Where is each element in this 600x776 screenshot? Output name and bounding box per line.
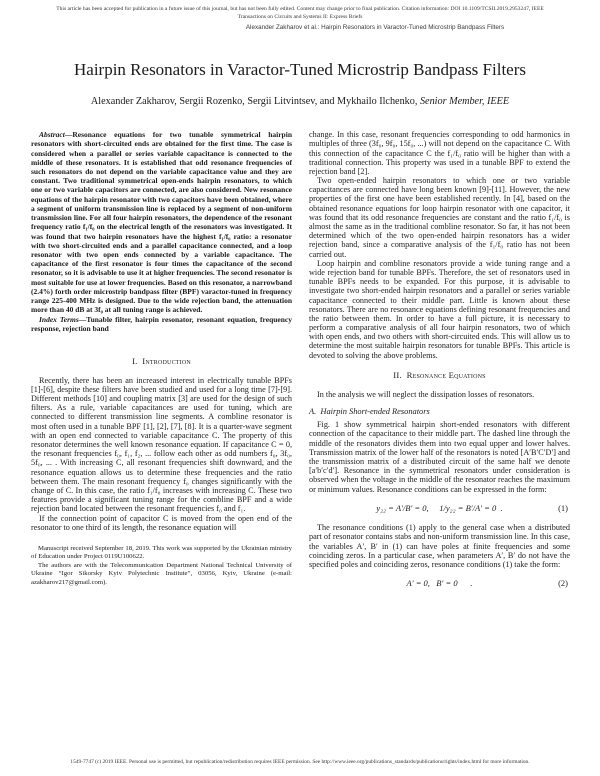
- intro-paragraph-2: If the connection point of capacitor C is moved from the open end of the resonator to one third of its length, the resonance equation will: [31, 513, 292, 532]
- equation-1-body: y₂₂ = A′/B′ = 0, 1/y₂₂ = B′/A′ = 0 .: [376, 502, 503, 513]
- footnote-manuscript: Manuscript received September 18, 2019. This work was supported by the Ukrainian ministry of Education under Project 0119U100622.: [31, 544, 292, 561]
- paragraph-open-ended-resonators: Two open-ended hairpin resonators to which one or two variable capacitances are connected have long been known [9]-[11]. However, the new properties of the first one have been established recently. In [4], based on the obtained resonance equations for loop hairpin resonator with one capacitor, it was found that its odd resonance frequencies are constant and the ratio f₁/f₀ is almost the same as in the traditional combline resonator. So far, it has not been determined which of the two open-ended hairpin resonators has a wider rejection band, since a comparative analysis of the f₁/f₀ ratio has not been carried out.: [309, 176, 570, 259]
- paper-title: Hairpin Resonators in Varactor-Tuned Microstrip Bandpass Filters: [74, 59, 526, 79]
- paragraph-resonance-conditions: The resonance conditions (1) apply to the general case when a distributed part of resonator contains stabs and non-uniform transmission line. In this case, the variables A′, B′ in (1) can have poles at finite frequencies and some coinciding zeros. In a particular case, when parameters A′, B′ do not have the specified poles and coinciding zeros, resonance conditions (1) take the form:: [309, 523, 570, 569]
- paragraph-loop-hairpin: Loop hairpin and combline resonators provide a wide tuning range and a wide rejection band for tunable BPFs. Therefore, the set of resonators used in tunable BPFs needs to be expanded. For this purpose, it is advisable to investigate two short-ended hairpin resonators and a parallel or series variable capacitance connected to their middle part. Little is known about these resonators. There are no resonance equations defining resonant frequencies and the ratio between them. In order to have a full picture, it is necessary to perform a comparative analysis of all four hairpin resonators, two of which with open ends, and two others with short-circuited ends. This will allow us to determine the most suitable hairpin resonators for tunable BPFs. This article is devoted to solving the above problems.: [309, 258, 570, 360]
- acceptance-notice: [0, 0, 600, 22]
- copyright-footer: 1549-7747 (c) 2019 IEEE. Personal use is permitted, but republication/redistribution requires IEEE permission. See http://www.ieee.org/publications_standards/publications/rights/index.html for more information.: [70, 759, 530, 765]
- index-terms-label: Index Terms: [39, 314, 79, 324]
- abstract-paragraph: [31, 130, 292, 314]
- equation-1: [309, 504, 570, 514]
- equation-2-number: (2): [558, 578, 568, 589]
- notice-line-2: Transactions on Circuits and Systems II: Express Briefs: [237, 14, 363, 21]
- right-column: [309, 130, 570, 598]
- footnote-affiliation: The authors are with the Telecommunication Department National Technical University of Ukraine “Igor Sikorsky Kyiv Polytechnic Institute”, 03056, Kyiv, Ukraine (e-mail: azakharov217@gmail.com).: [31, 561, 292, 586]
- section-heading-resonance-equations: II. Resonance Equations: [393, 369, 486, 380]
- equation-2-body: A′ = 0, B′ = 0 .: [406, 578, 473, 589]
- section-heading-introduction: I. Introduction: [132, 355, 191, 366]
- equation-1-number: (1): [558, 502, 568, 513]
- author-footnote: [31, 545, 292, 588]
- index-terms-text: —Tunable filter, hairpin resonator, resonant equation, frequency response, rejection band: [31, 314, 293, 333]
- left-column: [31, 130, 292, 598]
- notice-line-1: This article has been accepted for publication in a future issue of this journal, but has not been fully edited. Content may change prior to final publication. Citation information: DOI 10.1109/TCSII.2019.2953247, IEEE: [56, 6, 544, 12]
- author-membership: Senior Member, IEEE: [419, 96, 510, 108]
- continuation-paragraph: change. In this case, resonant frequencies corresponding to odd harmonics in multiples of three (3f₀, 9f₀, 15f₀, ...) will not depend on the capacitance C. With this connection of the capacitance C the f₁/f₀ ratio will be higher than with a traditional connection. This property was used in a tunable BPF to extend the rejection band [2].: [309, 130, 570, 176]
- equation-2: [309, 579, 570, 589]
- resonance-lead-paragraph: In the analysis we will neglect the dissipation losses of resonators.: [317, 389, 535, 399]
- intro-paragraph-1: Recently, there has been an increased interest in electrically tunable BPFs [1]-[6], despite these filters have been studied and used for a long time [7]-[9]. Different methods [10] and coupling matrix [3] are used for the design of such filters. As a rule, variable capacitances are used for tuning, which are connected to different transmission line segments. A combline resonator is most often used in a tunable BPF [1], [2], [7], [8]. It is a quarter-wave segment with an open end connected to variable capacitance C. The property of this resonator determines the well known resonance equation. If capacitance C = 0, the resonant frequencies f₀, f₁, f₂, ... follow each other as odd numbers f₀, 3f₀, 5f₀, ... . With increasing C, all resonant frequencies shift downward, and the resonance equation allows us to determine these frequencies and the ratio between them. The main resonant frequency f₀ changes significantly with the change of C. In this case, the ratio f₁/f₀ increases with increasing C. These two features provide a significant tuning range for the combline BPF and a wide rejection band located between the resonant frequencies f₀ and f₁.: [31, 375, 292, 514]
- paragraph-fig1-resonators: Fig. 1 show symmetrical hairpin short-ended resonators with different connection of the capacitance to their middle part. The dashed line through the middle of the resonators divides them into two equal upper and lower halves. Transmission matrix of the lower half of the resonators is noted [A′B′C′D′] and the transmission matrix of a distributed circuit of the same half we denote [a′b′c′d′]. Resonance in the symmetrical resonators under consideration is observed when the voltage in the middle of the resonator reaches the maximum or minimum values. Resonance conditions can be expressed in the form:: [309, 420, 570, 494]
- author-names: Alexander Zakharov, Sergii Rozenko, Sergii Litvintsev, and Mykhailo Ilchenko,: [90, 96, 420, 108]
- index-terms-paragraph: [31, 315, 292, 333]
- abstract-text: —Resonance equations for two tunable symmetrical hairpin resonators with short-circuited ends are obtained for the first time. The case is considered when a parallel or series variable capacitance is connected to the middle of these resonators. It is established that odd resonance frequencies of such resonators do not depend on the variable capacitance value and they are constant. Two traditional symmetrical open-ends hairpin resonators, to which one or two variable capacitors are connected, are also considered. New resonance equations of the hairpin resonator with two capacitors have been obtained, where a segment of uniform transmission line is replaced by a segment of non-uniform transmission line. For all four hairpin resonators, the dependence of the resonant frequency ratio f₁/f₀ on the electrical length of the resonators was investigated. It was found that two hairpin resonators have the highest f₁/f₀ ratio: a resonator with two short-circuited ends and a parallel capacitance connected, and a loop resonator with two open ends connected by a variable capacitance. The capacitance of the first resonator is four times the capacitance of the second resonator, so it is advisable to use it at higher frequencies. The second resonator is most suitable for use at lower frequencies. Based on this resonator, a narrowband (2.4%) forth order microstrip bandpass filter (BPF) varactor-tuned in frequency range 225-400 MHz is designed. Due to the wide rejection band, the attenuation more than 40 dB at 3f₀ at all tuning range is achieved.: [31, 130, 292, 315]
- running-head: Alexander Zakharov et al.: Hairpin Resonators in Varactor-Tuned Microstrip Bandpass Filters: [245, 23, 505, 31]
- two-column-body: [0, 107, 600, 598]
- subsection-heading-hairpin-short-ended: A. Hairpin Short-ended Resonators: [309, 406, 430, 416]
- abstract-label: Abstract: [39, 130, 65, 140]
- author-line: [0, 96, 600, 107]
